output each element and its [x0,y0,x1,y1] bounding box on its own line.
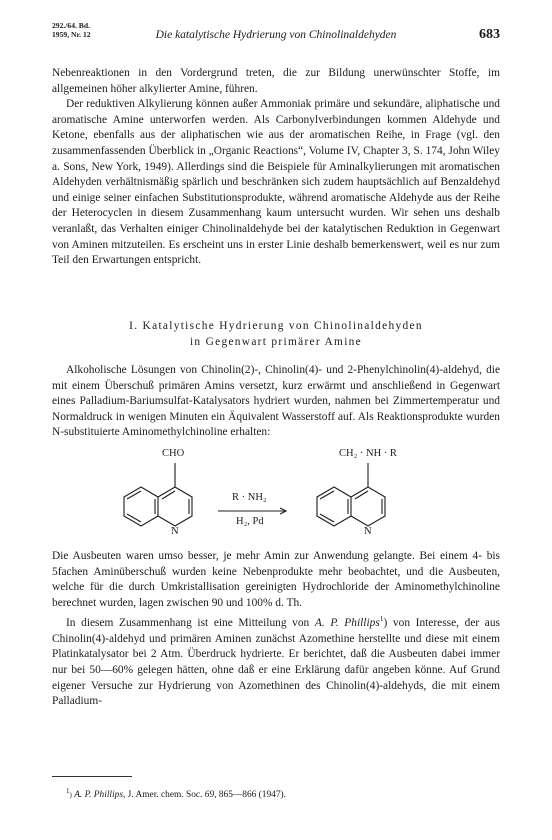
right-benzene-double-bond-3 [320,514,334,522]
right-pyridine-double-bond-1 [355,491,368,499]
left-substituent-label: CHO [162,448,185,459]
paragraph-section-intro: Alkoholische Lösungen von Chinolin(2)-, Chinolin(4)- und 2-Phenylchinolin(4)-aldehyd, die mit einem Überschuß primären Amins versetzt, kurz erwärmt und anschließend in Gegenwart eines Palladium-Bariumsulfat-Katalysators hydriert wurden, nahmen bei Zimmertemperatur und Normaldruck in wenigen Minuten ein Äquivalent Wasserstoff auf. Als Reaktionsprodukte wurden N-substituierte Aminomethylchinoline erhalten: [52,364,500,439]
footnote-author: A. P. Phillips [74,790,123,801]
phillips-text-before: In diesem Zusammenhang ist eine Mitteilung von [66,617,315,630]
paragraph-continuation: Nebenreaktionen in den Vordergrund treten, die zur Bildung unerwünschter Stoffe, im allgemeinen höher alkylierter Amine, führen. [52,67,500,95]
volume-line-2: 1959, Nr. 12 [52,29,91,39]
reaction-scheme-drawing [52,438,500,546]
left-pyridine-ring [158,487,192,526]
body-text-top [52,66,500,269]
left-pyridine-double-bond-1 [162,491,175,499]
reaction-scheme [52,438,500,546]
left-benzene-ring [124,487,158,526]
footnote-pages: , 865—866 (1947). [214,790,286,801]
footnote-mark: 1 [66,787,70,795]
right-substituent-label: CH₂ · NH · R [339,448,397,459]
right-benzene-ring [317,487,351,526]
right-pyridine-ring [351,487,385,526]
page-number: 683 [479,27,500,42]
running-title: Die katalytische Hydrierung von Chinolinaldehyden [155,29,397,41]
footnote-rule [52,776,132,777]
left-benzene-double-bond-3 [127,514,141,522]
left-benzene-double-bond-1 [127,491,141,499]
reagent-above-arrow: R · NH₂ [232,492,267,503]
paragraph-alkylation: Der reduktiven Alkylierung können außer Ammoniak primäre und sekundäre, aliphatische und aromatische Amine unterworfen werden. Als Carbonylverbindungen kommen Aldehyde und Ketone, ebenfalls aus der aliphatischen wie aus der aromatischen Reihe, in Frage (vgl. den zusammenfassenden Überblick in „Organic Reactions“, Volume IV, Chapter 3, S. 174, John Wiley a. Sons, New York, 1949). Allerdings sind die Beispiele für Aminalkylierungen mit aromatischen Aldehyden verhältnismäßig spärlich und beschränken sich zudem hauptsächlich auf Benzaldehyd und einige seiner einfachen Substitutionsprodukte, während aromatische Aldehyde aus der Reihe der Heterocyclen in diesem Zusammenhang kaum untersucht wurden. Wir sehen uns deshalb veranlaßt, das Verhalten einiger Chinolinaldehyde bei der katalytischen Reduktion in Gegenwart von Aminen mitzuteilen. Es erscheint uns in erster Linie deshalb bemerkenswert, weil es nur zum Teil den Erwartungen entspricht. [52,98,500,267]
section-heading-line-2: in Gegenwart primärer Amine [189,335,363,348]
phillips-author: A. P. Phillips [314,617,380,630]
section-heading [52,319,500,350]
paragraph-phillips [52,611,500,709]
footnote: $^1$) A. P. Phillips, J. Amer. chem. Soc. 69, 865—866 (1947). [66,787,286,801]
phillips-footnote-mark[interactable]: 1 [379,614,384,624]
running-header [52,22,500,50]
phillips-text-after: ) von Interesse, der aus Chinolin(4)-aldehyd und primären Aminen zunächst Azomethine herstellte und diese mit einem Platinkatalysator bei 2 Atm. Überdruck hydrierte. Er berichtet, daß die Ausbeuten dabei immer nur bei 50—60% gelegen hätten, ohne daß er eine Erklärung dafür angeben könne. Auf Grund eigener Versuche zur Hydrierung von Azomethinen des Chinolin(4)-aldehyds, die mit einem Palladium- [52,617,500,708]
body-text-bottom [52,549,500,710]
footnote-volume: 69 [204,790,215,801]
paragraph-yields: Die Ausbeuten waren umso besser, je mehr Amin zur Anwendung gelangte. Bei einem 4- bis 5fachen Aminüberschuß wurden keine Nebenprodukte mehr beobachtet, und die Ausbeuten, welche für die durch Umkristallisation gereinigten Hydrochloride der Aminomethylchinoline berechnet wurden, lagen zwischen 90 und 100% d. Th. [52,550,500,609]
right-nitrogen-label: N [364,526,372,537]
body-text-section-intro [52,363,500,441]
right-benzene-double-bond-1 [320,491,334,499]
section-heading-line-1: I. Katalytische Hydrierung von Chinolinaldehyden [129,320,423,332]
footnote-journal: , J. Amer. chem. Soc. [122,790,205,801]
reagent-below-arrow: H₂, Pd [236,516,264,527]
volume-line-1: 292./64. Bd. [52,21,90,30]
left-nitrogen-label: N [171,526,179,537]
